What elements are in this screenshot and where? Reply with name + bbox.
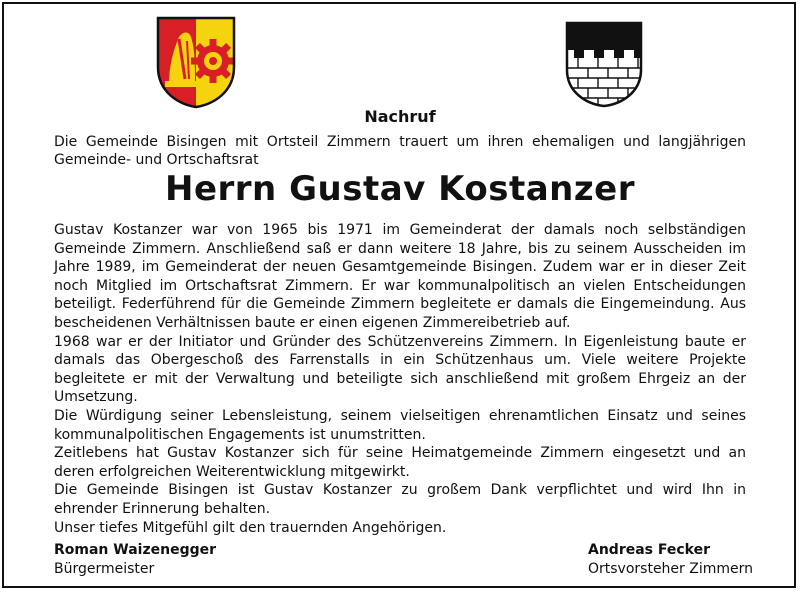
signature-local-head	[588, 541, 753, 579]
paragraph: Die Gemeinde Bisingen ist Gustav Kostanzer zu großem Dank verpflichtet und wird Ihn in ehrender Erinnerung behalten.	[54, 482, 746, 517]
paragraph: 1968 war er der Initiator und Gründer des Schützenvereins Zimmern. In Eigenleistung baute er damals das Obergeschoß des Farrenstalls in ein Schützenhaus um. Viele weitere Projekte begleitete er mit der Verwaltung und beteiligte sich anschließend mit großem Ehrgeiz an der Umsetzung.	[54, 333, 746, 406]
obituary-heading: Nachruf	[364, 107, 436, 126]
signature-mayor	[54, 541, 216, 579]
paragraph: Zeitlebens hat Gustav Kostanzer sich für seine Heimatgemeinde Zimmern eingesetzt und an deren erfolgreichen Weiterentwicklung mitgewirkt.	[54, 445, 746, 480]
paragraph: Unser tiefes Mitgefühl gilt den trauernden Angehörigen.	[54, 519, 447, 536]
paragraph: Gustav Kostanzer war von 1965 bis 1971 im Gemeinderat der damals noch selbständigen Gemeinde Zimmern. Anschließend saß er dann weitere 18 Jahre, bis zu seinem Ausscheiden im Jahre 1989, im Gemeinderat der neuen Gesamtgemeinde Bisingen. Zudem war er in dieser Zeit noch Mitglied im Ortschaftsrat Zimmern. Er war kommunalpolitisch an vielen Entscheidungen beteiligt. Federführend für die Gemeinde Zimmern begleitete er damals die Eingemeindung. Aus bescheidenen Verhältnissen baute er einen eigenen Zimmereibetrieb auf.	[54, 222, 746, 331]
deceased-name: Herrn Gustav Kostanzer	[165, 169, 635, 209]
paragraph: Die Würdigung seiner Lebensleistung, seinem vielseitigen ehrenamtlichen Einsatz und seines kommunalpolitischen Engagements ist unumstritten.	[54, 407, 746, 443]
signature-title: Bürgermeister	[54, 561, 155, 577]
obituary-body	[54, 221, 746, 537]
signature-name: Roman Waizenegger	[54, 542, 217, 558]
signature-name: Andreas Fecker	[588, 542, 711, 558]
zimmern-coat-of-arms-icon	[564, 20, 644, 108]
bisingen-coat-of-arms-icon	[155, 15, 237, 109]
signature-title: Ortsvorsteher Zimmern	[588, 561, 754, 577]
intro-text: Die Gemeinde Bisingen mit Ortsteil Zimmern trauert um ihren ehemaligen und langjährigen Gemeinde- und Ortschaftsrat	[54, 134, 746, 168]
